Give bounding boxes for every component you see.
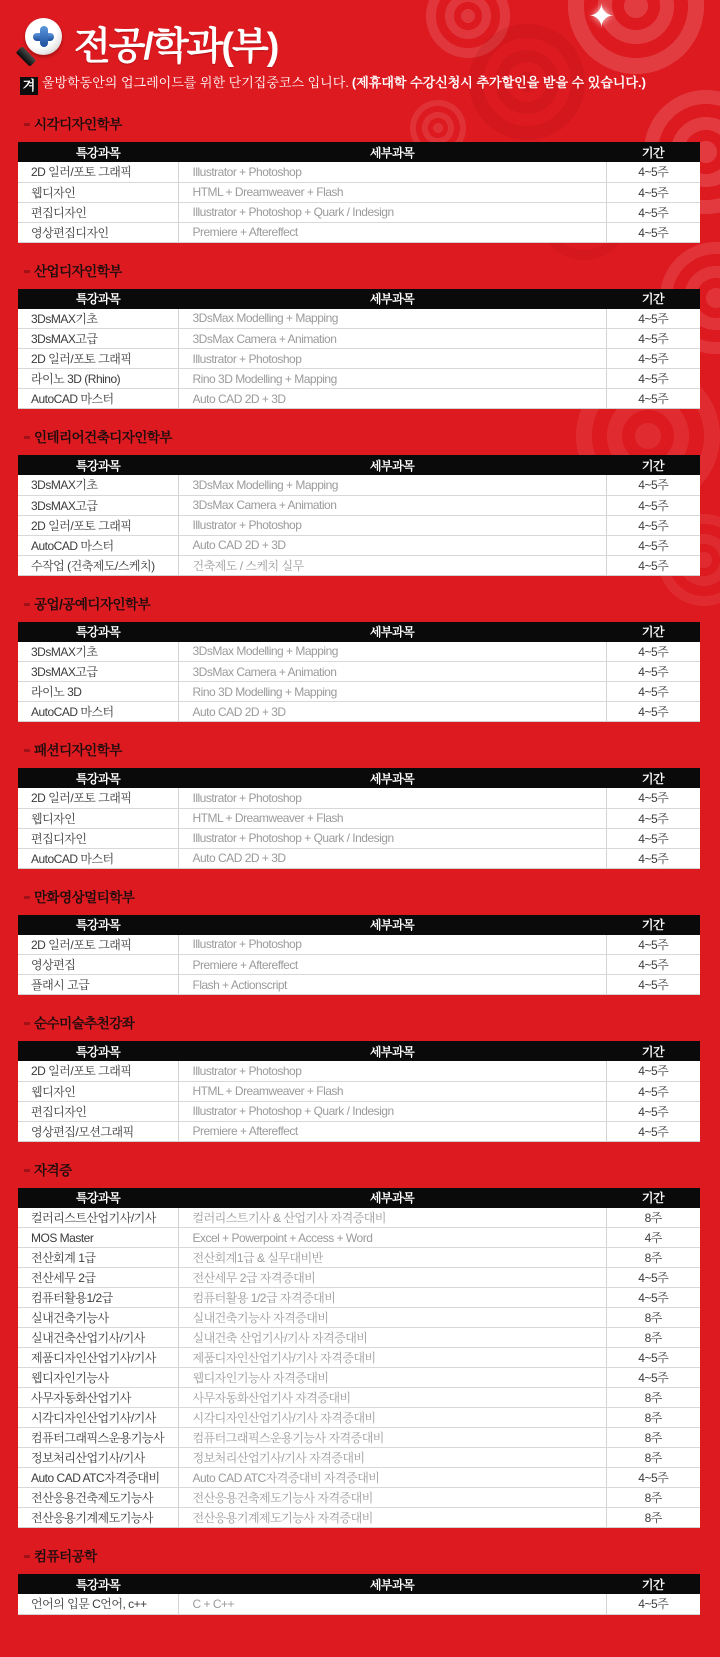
- table-header-row: [18, 1041, 700, 1061]
- subject-cell: AutoCAD 마스터: [18, 702, 178, 722]
- section-title: 시각디자인학부: [24, 118, 720, 132]
- duration-cell: 4~5주: [606, 1348, 700, 1368]
- detail-cell: HTML + Dreamweaver + Flash: [178, 182, 606, 202]
- duration-cell: 4~5주: [606, 808, 700, 828]
- table-row: [18, 309, 700, 329]
- col-header-subject: 특강과목: [18, 915, 178, 935]
- detail-cell: 3DsMax Modelling + Mapping: [178, 642, 606, 662]
- duration-cell: 4~5주: [606, 1288, 700, 1308]
- table-row: [18, 1288, 700, 1308]
- subject-cell: 3DsMAX기초: [31, 644, 98, 659]
- section-title: 자격증: [24, 1164, 720, 1178]
- detail-cell: Auto CAD ATC자격증대비 자격증대비: [178, 1468, 606, 1488]
- col-header-duration: 기간: [606, 455, 700, 475]
- table-row: [18, 1348, 700, 1368]
- table-header-row: [18, 915, 700, 935]
- subject-cell: 전산세무 2급: [18, 1268, 178, 1288]
- table-header-row: [18, 1574, 700, 1594]
- subject-cell: 전산응용건축제도기능사: [18, 1488, 178, 1508]
- table-header-row: [18, 289, 700, 309]
- duration-cell: 4~5주: [606, 702, 700, 722]
- col-header-subject: 특강과목: [18, 142, 178, 162]
- col-header-duration: 기간: [606, 915, 700, 935]
- col-header-subject: 특강과목: [18, 1574, 178, 1594]
- subject-cell: 2D 일러/포토 그래픽: [31, 1064, 132, 1079]
- section-dash-icon: [24, 436, 30, 439]
- subject-cell: 전산응용기계제도기능사: [18, 1508, 178, 1528]
- subject-cell: AutoCAD 마스터: [18, 848, 178, 868]
- subject-cell: 3DsMAX기초: [31, 478, 98, 493]
- col-header-detail: 세부과목: [178, 622, 606, 642]
- col-header-detail: 세부과목: [178, 915, 606, 935]
- course-table: [18, 1574, 700, 1615]
- subject-cell: 라이노 3D: [18, 682, 178, 702]
- intro-text: 울방학동안의 업그레이드를 위한 단기집중코스 입니다.: [42, 75, 349, 90]
- duration-cell: 4~5주: [606, 955, 700, 975]
- duration-cell: 4~5주: [606, 535, 700, 555]
- detail-cell: Illustrator + Photoshop: [178, 162, 606, 182]
- table-row: [18, 975, 700, 995]
- detail-cell: Illustrator + Photoshop + Quark / Indesign: [178, 202, 606, 222]
- subject-cell: 영상편집디자인: [18, 222, 178, 242]
- table-row: [18, 1368, 700, 1388]
- detail-cell: Illustrator + Photoshop + Quark / Indesign: [178, 1101, 606, 1121]
- col-header-duration: 기간: [606, 622, 700, 642]
- detail-cell: Illustrator + Photoshop: [178, 349, 606, 369]
- subject-cell: 3DsMAX고급: [18, 495, 178, 515]
- detail-cell: 실내건축기능사 자격증대비: [178, 1308, 606, 1328]
- detail-cell: Illustrator + Photoshop: [178, 935, 606, 955]
- table-row: [18, 535, 700, 555]
- subject-cell: AutoCAD 마스터: [18, 535, 178, 555]
- detail-cell: Illustrator + Photoshop: [178, 788, 606, 808]
- course-section: [0, 118, 720, 243]
- detail-cell: Excel + Powerpoint + Access + Word: [178, 1228, 606, 1248]
- course-sections: [0, 118, 720, 1615]
- duration-cell: 4~5주: [606, 1268, 700, 1288]
- duration-cell: 8주: [606, 1388, 700, 1408]
- intro-dropcap: 겨: [20, 77, 38, 95]
- duration-cell: 4~5주: [606, 642, 700, 662]
- subject-cell: 정보처리산업기사/기사: [18, 1448, 178, 1468]
- subject-cell: AutoCAD 마스터: [18, 389, 178, 409]
- detail-cell: Rino 3D Modelling + Mapping: [178, 369, 606, 389]
- table-row: [18, 349, 700, 369]
- col-header-duration: 기간: [606, 1188, 700, 1208]
- course-table: [18, 455, 700, 576]
- duration-cell: 4~5주: [606, 662, 700, 682]
- course-section: [0, 1550, 720, 1615]
- table-row: [18, 162, 700, 182]
- magnifier-lens: [25, 18, 62, 55]
- detail-cell: HTML + Dreamweaver + Flash: [178, 808, 606, 828]
- col-header-subject: 특강과목: [18, 455, 178, 475]
- detail-cell: 전산세무 2급 자격증대비: [178, 1268, 606, 1288]
- table-row: [18, 202, 700, 222]
- subject-cell: 편집디자인: [18, 828, 178, 848]
- detail-cell: Flash + Actionscript: [178, 975, 606, 995]
- subject-cell: 시각디자인산업기사/기사: [18, 1408, 178, 1428]
- section-title: 공업/공예디자인학부: [24, 598, 720, 612]
- detail-cell: 3DsMax Modelling + Mapping: [178, 309, 606, 329]
- detail-cell: 웹디자인기능사 자격증대비: [178, 1368, 606, 1388]
- duration-cell: 4~5주: [606, 309, 700, 329]
- col-header-duration: 기간: [606, 142, 700, 162]
- col-header-duration: 기간: [606, 1041, 700, 1061]
- subject-cell: 3DsMAX기초: [31, 311, 98, 326]
- table-row: [18, 182, 700, 202]
- section-dash-icon: [24, 1022, 30, 1025]
- subject-cell: 편집디자인: [18, 202, 178, 222]
- duration-cell: 4~5주: [606, 935, 700, 955]
- table-row: [18, 1081, 700, 1101]
- subject-cell: 2D 일러/포토 그래픽: [18, 515, 178, 535]
- table-row: [18, 788, 700, 808]
- detail-cell: 제품디자인산업기사/기사 자격증대비: [178, 1348, 606, 1368]
- detail-cell: 3DsMax Camera + Animation: [178, 495, 606, 515]
- subject-cell: 실내건축기능사: [18, 1308, 178, 1328]
- duration-cell: 4~5주: [606, 389, 700, 409]
- detail-cell: Auto CAD 2D + 3D: [178, 702, 606, 722]
- intro-note: (제휴대학 수강신청시 추가할인을 받을 수 있습니다.): [351, 75, 646, 90]
- course-section: [0, 265, 720, 410]
- table-row: [18, 1468, 700, 1488]
- table-row: [18, 642, 700, 662]
- duration-cell: 8주: [606, 1208, 700, 1228]
- section-dash-icon: [24, 749, 30, 752]
- duration-cell: 8주: [606, 1248, 700, 1268]
- subject-cell: 2D 일러/포토 그래픽: [18, 349, 178, 369]
- detail-cell: 컴퓨터그래픽스운용기능사 자격증대비: [178, 1428, 606, 1448]
- duration-cell: 4~5주: [606, 475, 700, 495]
- table-row: [18, 1308, 700, 1328]
- table-header-row: [18, 768, 700, 788]
- col-header-subject: 특강과목: [18, 1041, 178, 1061]
- course-table: [18, 622, 700, 723]
- table-row: [18, 1248, 700, 1268]
- course-section: [0, 891, 720, 996]
- detail-cell: 3DsMax Modelling + Mapping: [178, 475, 606, 495]
- table-row: [18, 1448, 700, 1468]
- subject-cell: 컬러리스트산업기사/기사: [31, 1210, 156, 1225]
- col-header-detail: 세부과목: [178, 1041, 606, 1061]
- duration-cell: 4~5주: [606, 202, 700, 222]
- page-title: 전공/학과(부): [74, 25, 278, 68]
- course-section: [0, 1164, 720, 1529]
- subject-cell: 웹디자인: [18, 808, 178, 828]
- col-header-detail: 세부과목: [178, 289, 606, 309]
- table-row: [18, 1101, 700, 1121]
- section-dash-icon: [24, 1169, 30, 1172]
- duration-cell: 8주: [606, 1328, 700, 1348]
- table-row: [18, 1228, 700, 1248]
- detail-cell: 전산응용건축제도기능사 자격증대비: [178, 1488, 606, 1508]
- duration-cell: 8주: [606, 1508, 700, 1528]
- col-header-subject: 특강과목: [18, 768, 178, 788]
- col-header-duration: 기간: [606, 1574, 700, 1594]
- subject-cell: 2D 일러/포토 그래픽: [31, 937, 132, 952]
- subject-cell: 라이노 3D (Rhino): [18, 369, 178, 389]
- duration-cell: 4~5주: [606, 828, 700, 848]
- col-header-detail: 세부과목: [178, 455, 606, 475]
- col-header-detail: 세부과목: [178, 768, 606, 788]
- duration-cell: 4~5주: [606, 788, 700, 808]
- duration-cell: 4~5주: [606, 975, 700, 995]
- course-table: [18, 915, 700, 996]
- subject-cell: 3DsMAX고급: [18, 329, 178, 349]
- subject-cell: 웹디자인: [18, 1081, 178, 1101]
- section-title: 만화영상멀티학부: [24, 891, 720, 905]
- subject-cell: 웹디자인: [18, 182, 178, 202]
- table-row: [18, 935, 700, 955]
- subject-cell: 컴퓨터그래픽스운용기능사: [18, 1428, 178, 1448]
- course-section: [0, 598, 720, 723]
- table-row: [18, 389, 700, 409]
- detail-cell: Auto CAD 2D + 3D: [178, 535, 606, 555]
- subject-cell: 제품디자인산업기사/기사: [18, 1348, 178, 1368]
- course-table: [18, 289, 700, 410]
- detail-cell: Premiere + Aftereffect: [178, 955, 606, 975]
- table-row: [18, 1594, 700, 1614]
- duration-cell: 8주: [606, 1308, 700, 1328]
- detail-cell: 시각디자인산업기사/기사 자격증대비: [178, 1408, 606, 1428]
- duration-cell: 4주: [606, 1228, 700, 1248]
- table-row: [18, 475, 700, 495]
- table-row: [18, 1428, 700, 1448]
- table-row: [18, 1121, 700, 1141]
- duration-cell: 4~5주: [606, 329, 700, 349]
- table-row: [18, 1328, 700, 1348]
- intro-line: [20, 74, 720, 95]
- detail-cell: Premiere + Aftereffect: [178, 222, 606, 242]
- subject-cell: 웹디자인기능사: [18, 1368, 178, 1388]
- duration-cell: 4~5주: [606, 495, 700, 515]
- duration-cell: 4~5주: [606, 1594, 700, 1614]
- subject-cell: 3DsMAX고급: [18, 662, 178, 682]
- col-header-subject: 특강과목: [18, 289, 178, 309]
- section-dash-icon: [24, 1555, 30, 1558]
- table-row: [18, 369, 700, 389]
- subject-cell: 영상편집/모션그래픽: [18, 1121, 178, 1141]
- section-dash-icon: [24, 123, 30, 126]
- detail-cell: 정보처리산업기사/기사 자격증대비: [178, 1448, 606, 1468]
- section-dash-icon: [24, 270, 30, 273]
- subject-cell: Auto CAD ATC자격증대비: [18, 1468, 178, 1488]
- duration-cell: 4~5주: [606, 1081, 700, 1101]
- detail-cell: Illustrator + Photoshop: [178, 515, 606, 535]
- duration-cell: 4~5주: [606, 1101, 700, 1121]
- table-row: [18, 555, 700, 575]
- table-row: [18, 848, 700, 868]
- subject-cell: 사무자동화산업기사: [18, 1388, 178, 1408]
- duration-cell: 4~5주: [606, 555, 700, 575]
- duration-cell: 8주: [606, 1448, 700, 1468]
- duration-cell: 4~5주: [606, 162, 700, 182]
- duration-cell: 4~5주: [606, 515, 700, 535]
- duration-cell: 4~5주: [606, 222, 700, 242]
- duration-cell: 8주: [606, 1488, 700, 1508]
- detail-cell: 건축제도 / 스케치 실무: [178, 555, 606, 575]
- course-table: [18, 1041, 700, 1142]
- table-row: [18, 1488, 700, 1508]
- table-header-row: [18, 455, 700, 475]
- table-row: [18, 1268, 700, 1288]
- section-dash-icon: [24, 896, 30, 899]
- subject-cell: 편집디자인: [18, 1101, 178, 1121]
- section-title: 패션디자인학부: [24, 744, 720, 758]
- section-title: 순수미술추천강좌: [24, 1017, 720, 1031]
- subject-cell: 언어의 입문 C언어, c++: [18, 1594, 178, 1614]
- sparkle-icon: [588, 0, 615, 32]
- subject-cell: MOS Master: [18, 1228, 178, 1248]
- duration-cell: 8주: [606, 1428, 700, 1448]
- detail-cell: C + C++: [178, 1594, 606, 1614]
- subject-cell: 실내건축산업기사/기사: [18, 1328, 178, 1348]
- detail-cell: 전산회계1급 & 실무대비반: [178, 1248, 606, 1268]
- detail-cell: 컴퓨터활용 1/2급 자격증대비: [178, 1288, 606, 1308]
- table-row: [18, 828, 700, 848]
- table-row: [18, 1408, 700, 1428]
- col-header-subject: 특강과목: [18, 622, 178, 642]
- table-row: [18, 808, 700, 828]
- magnifier-plus-icon: [16, 16, 66, 68]
- table-row: [18, 495, 700, 515]
- detail-cell: Illustrator + Photoshop + Quark / Indesign: [178, 828, 606, 848]
- subject-cell: 컴퓨터활용1/2급: [18, 1288, 178, 1308]
- duration-cell: 8주: [606, 1408, 700, 1428]
- col-header-detail: 세부과목: [178, 142, 606, 162]
- detail-cell: 전산응용기계제도기능사 자격증대비: [178, 1508, 606, 1528]
- table-row: [18, 955, 700, 975]
- duration-cell: 4~5주: [606, 369, 700, 389]
- course-table: [18, 1188, 700, 1529]
- section-title: 인테리어건축디자인학부: [24, 431, 720, 445]
- table-header-row: [18, 1188, 700, 1208]
- course-section: [0, 744, 720, 869]
- page-header: [0, 0, 720, 96]
- col-header-detail: 세부과목: [178, 1574, 606, 1594]
- course-table: [18, 768, 700, 869]
- duration-cell: 4~5주: [606, 1121, 700, 1141]
- course-section: [0, 431, 720, 576]
- detail-cell: 컬러리스트기사 & 산업기사 자격증대비: [178, 1208, 606, 1228]
- col-header-duration: 기간: [606, 289, 700, 309]
- subject-cell: 2D 일러/포토 그래픽: [31, 165, 132, 180]
- duration-cell: 4~5주: [606, 682, 700, 702]
- subject-cell: 영상편집: [18, 955, 178, 975]
- col-header-duration: 기간: [606, 768, 700, 788]
- section-title: 산업디자인학부: [24, 265, 720, 279]
- duration-cell: 4~5주: [606, 349, 700, 369]
- table-row: [18, 1388, 700, 1408]
- table-row: [18, 682, 700, 702]
- duration-cell: 4~5주: [606, 1368, 700, 1388]
- subject-cell: 2D 일러/포토 그래픽: [31, 791, 132, 806]
- detail-cell: Auto CAD 2D + 3D: [178, 848, 606, 868]
- subject-cell: 플래시 고급: [18, 975, 178, 995]
- duration-cell: 4~5주: [606, 1468, 700, 1488]
- subject-cell: 전산회계 1급: [18, 1248, 178, 1268]
- detail-cell: Rino 3D Modelling + Mapping: [178, 682, 606, 702]
- detail-cell: Auto CAD 2D + 3D: [178, 389, 606, 409]
- detail-cell: 3DsMax Camera + Animation: [178, 329, 606, 349]
- detail-cell: 실내건축 산업기사/기사 자격증대비: [178, 1328, 606, 1348]
- table-header-row: [18, 622, 700, 642]
- col-header-subject: 특강과목: [18, 1188, 178, 1208]
- detail-cell: Illustrator + Photoshop: [178, 1061, 606, 1081]
- duration-cell: 4~5주: [606, 182, 700, 202]
- table-header-row: [18, 142, 700, 162]
- table-row: [18, 1061, 700, 1081]
- course-table: [18, 142, 700, 243]
- table-row: [18, 662, 700, 682]
- course-section: [0, 1017, 720, 1142]
- detail-cell: 사무자동화산업기사 자격증대비: [178, 1388, 606, 1408]
- table-row: [18, 702, 700, 722]
- plus-icon: [25, 18, 62, 55]
- table-row: [18, 1508, 700, 1528]
- table-row: [18, 329, 700, 349]
- duration-cell: 4~5주: [606, 848, 700, 868]
- detail-cell: HTML + Dreamweaver + Flash: [178, 1081, 606, 1101]
- subject-cell: 수작업 (건축제도/스케치): [18, 555, 178, 575]
- table-row: [18, 1208, 700, 1228]
- duration-cell: 4~5주: [606, 1061, 700, 1081]
- detail-cell: Premiere + Aftereffect: [178, 1121, 606, 1141]
- table-row: [18, 222, 700, 242]
- col-header-detail: 세부과목: [178, 1188, 606, 1208]
- section-title: 컴퓨터공학: [24, 1550, 720, 1564]
- section-dash-icon: [24, 603, 30, 606]
- table-row: [18, 515, 700, 535]
- detail-cell: 3DsMax Camera + Animation: [178, 662, 606, 682]
